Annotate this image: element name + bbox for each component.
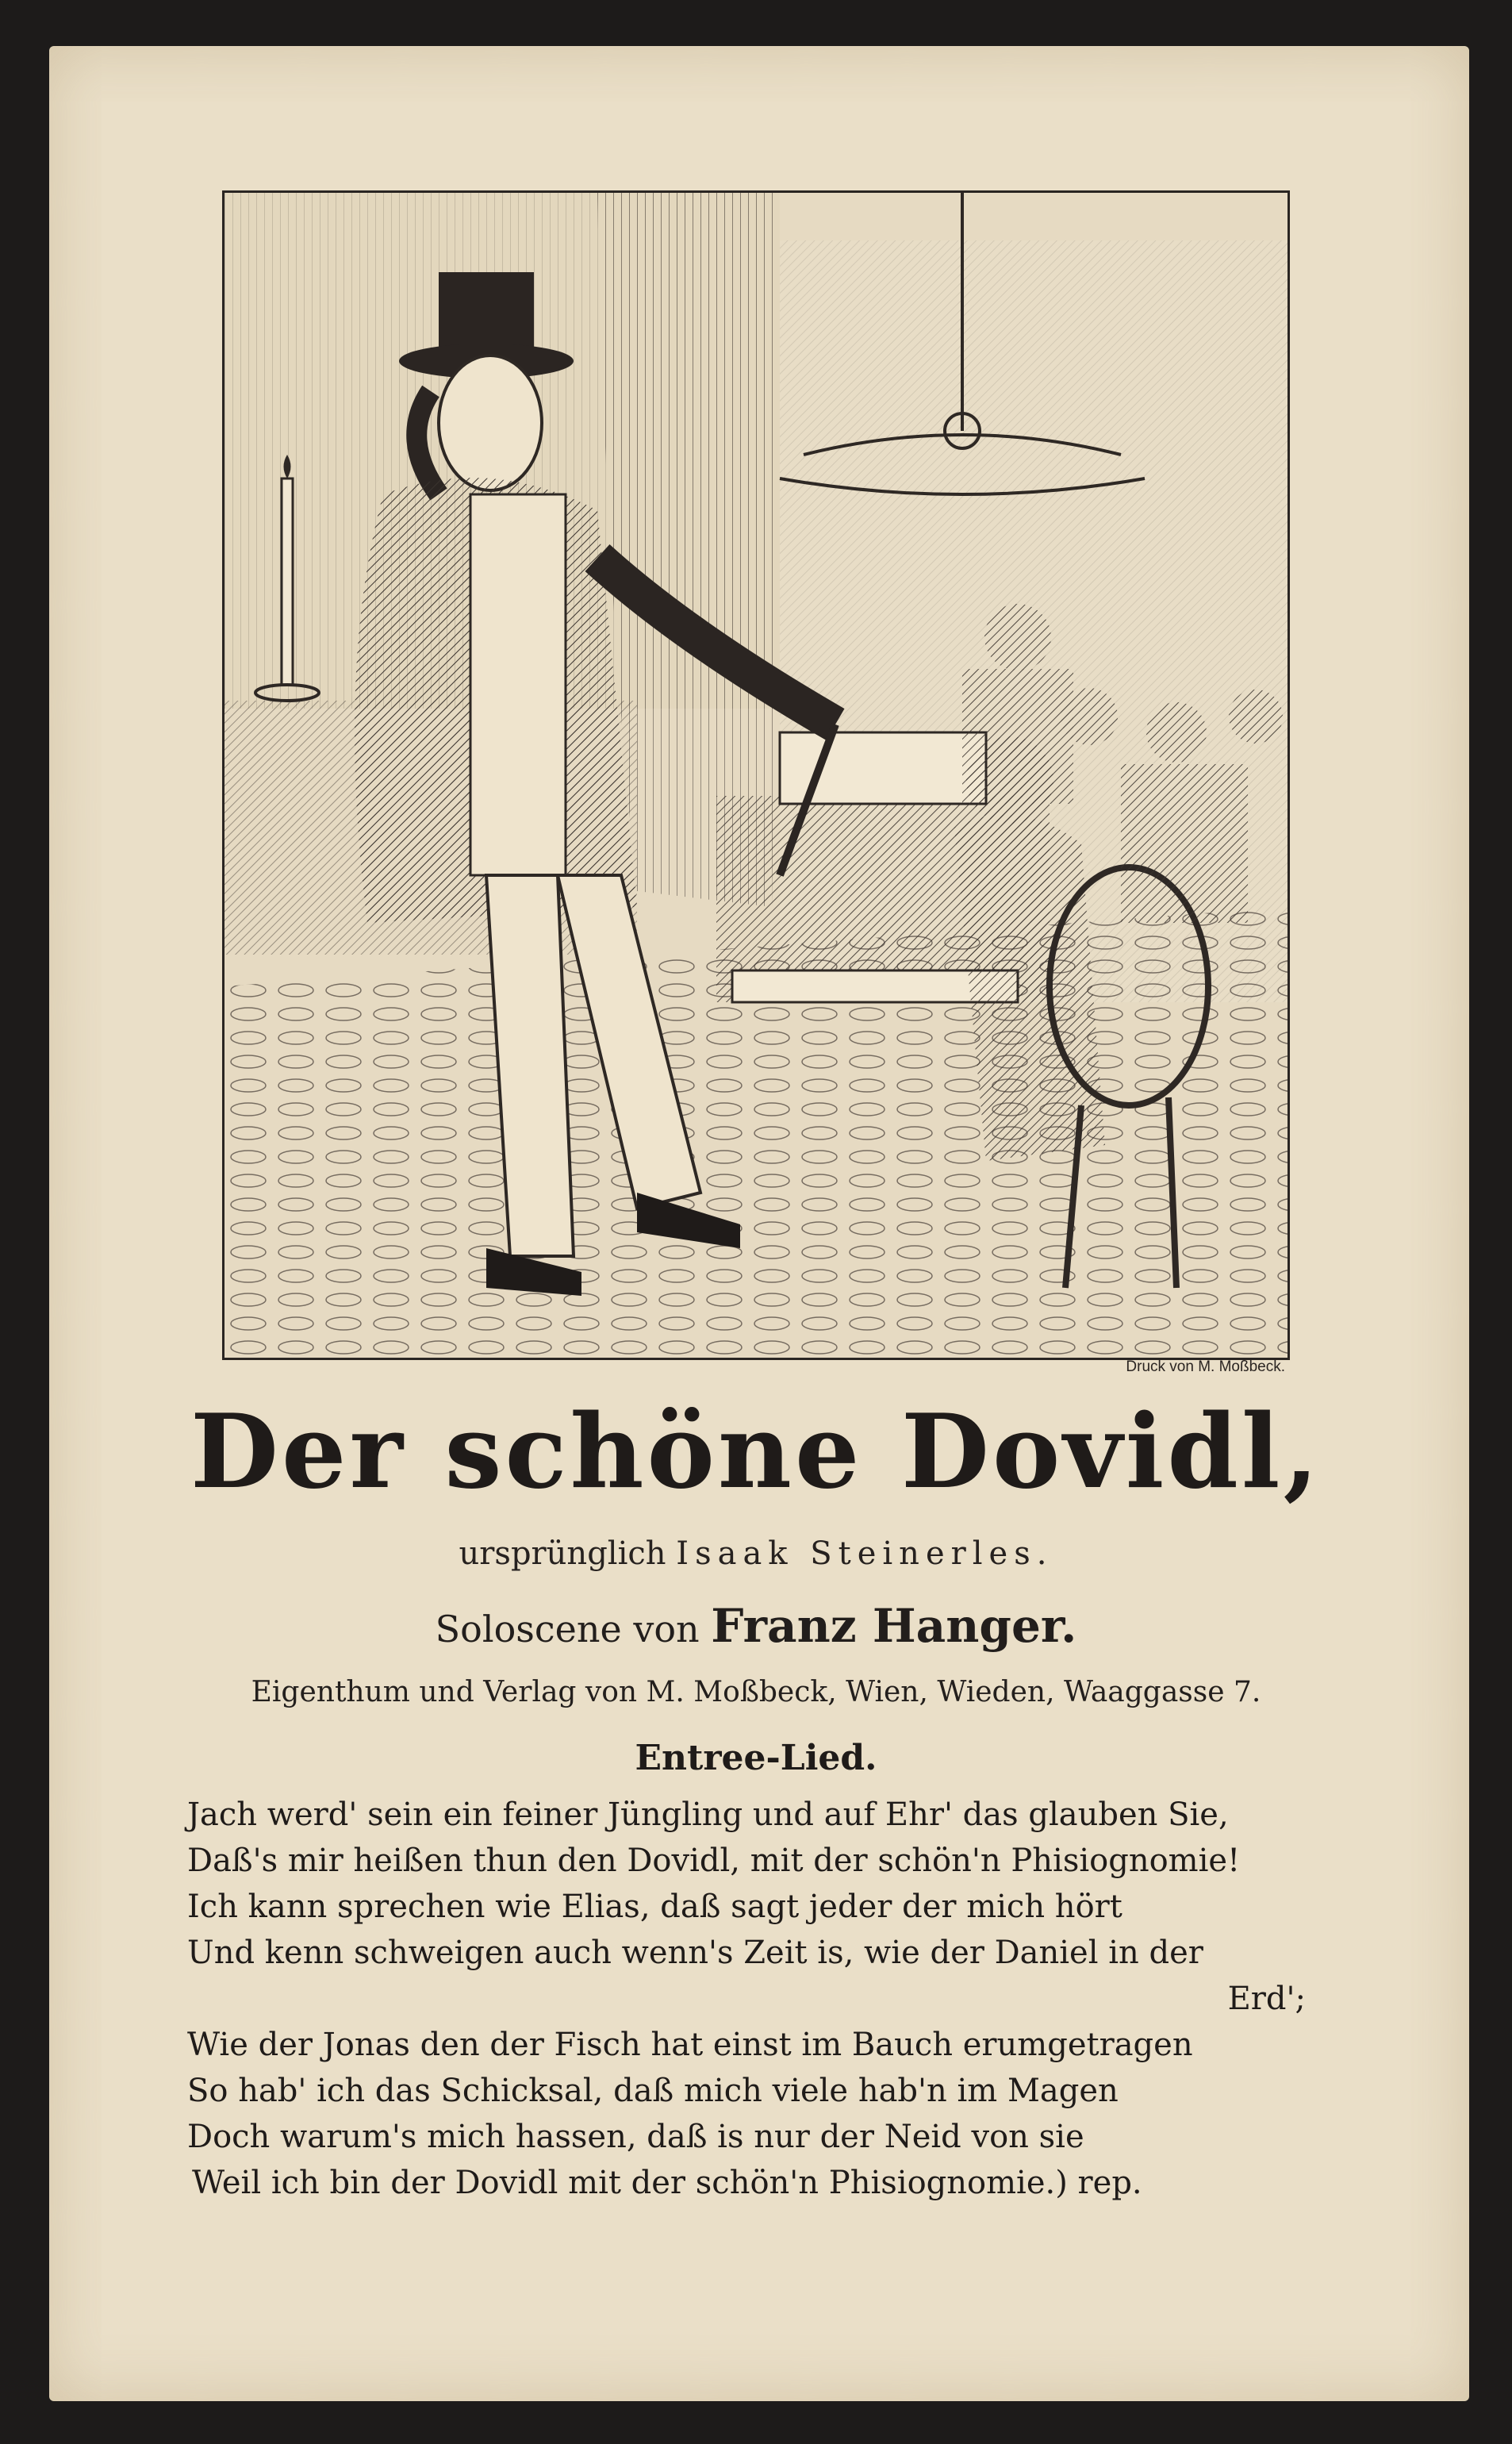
printer-credit: Druck von M. Moßbeck. [1126,1358,1285,1375]
lyric-line: Daß's mir heißen thun den Dovidl, mit der schön'n Phisiognomie! [187,1843,1241,1879]
song-title: Entree-Lied. [635,1738,877,1778]
engraving-illustration [222,190,1290,1360]
lyric-line: Doch warum's mich hassen, daß is nur der Neid von sie [187,2119,1084,2155]
lyric-line: Jach werd' sein ein feiner Jüngling und auf Ehr' das glauben Sie, [187,1796,1229,1833]
scene-line [0,1599,1512,1653]
scene-prefix: Soloscene von [435,1608,700,1650]
lyric-line: Weil ich bin der Dovidl mit der schön'n Phisiognomie.) rep. [192,2165,1142,2201]
subtitle-prefix: ursprünglich [459,1535,666,1572]
subtitle-name: Isaak Steinerles. [676,1535,1053,1572]
subtitle [0,1535,1512,1572]
publisher-line: Eigenthum und Verlag von M. Moßbeck, Wien, Wieden, Waaggasse 7. [251,1676,1261,1708]
lyric-line: So hab' ich das Schicksal, daß mich viele hab'n im Magen [187,2073,1119,2109]
page-title: Der schöne Dovidl, [190,1393,1322,1512]
lyric-line: Und kenn schweigen auch wenn's Zeit is, wie der Daniel in der [187,1935,1203,1971]
engraving-scene [224,193,1288,1358]
author-name: Franz Hanger. [711,1599,1077,1653]
lyric-line: Ich kann sprechen wie Elias, daß sagt jeder der mich hört [187,1889,1122,1925]
lyric-line: Wie der Jonas den der Fisch hat einst im Bauch erumgetragen [187,2027,1193,2063]
lyrics-block [187,1792,1306,2206]
lyric-line: Erd'; [1227,1981,1306,2017]
